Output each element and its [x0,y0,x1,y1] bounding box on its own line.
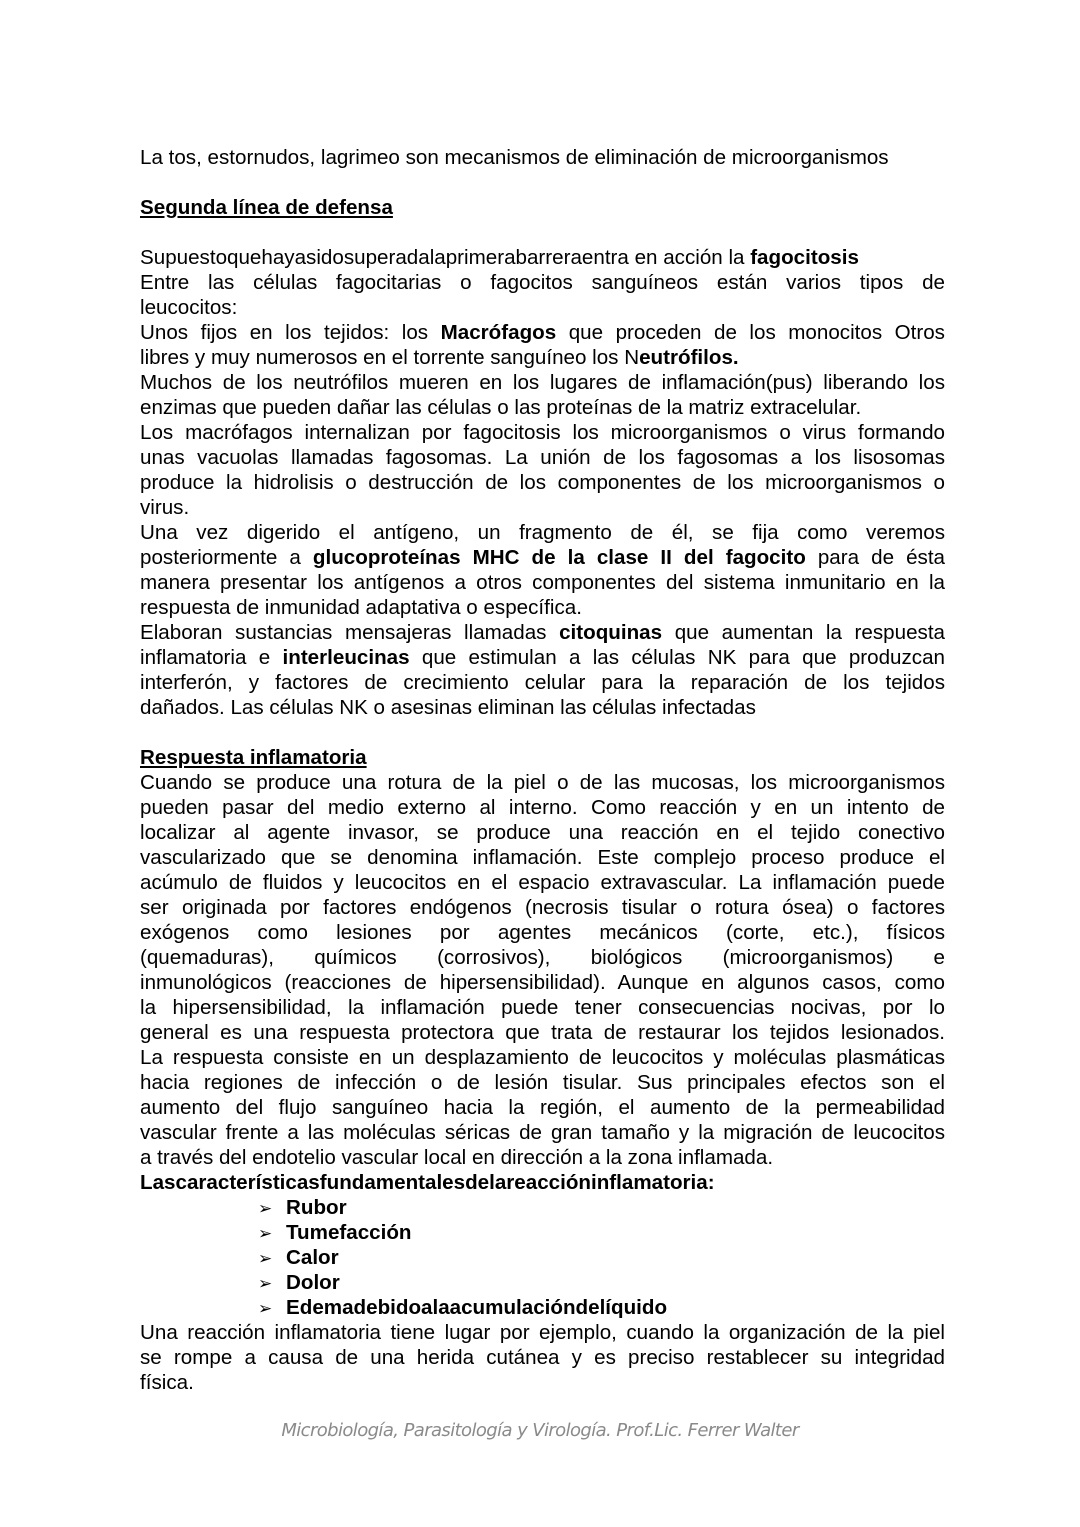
paragraph-line: interferón, y factores de crecimiento celular para la reparación de los tejidos [140,671,945,694]
intro-paragraph: La tos, estornudos, lagrimeo son mecanismos de eliminación de microorganismos [140,146,889,169]
paragraph-line: Elaboran sustancias mensajeras llamadas citoquinas que aumentan la respuesta [140,621,945,644]
paragraph-line: se rompe a causa de una herida cutánea y es preciso restablecer su integridad [140,1346,945,1369]
paragraph-line: Una reacción inflamatoria tiene lugar por ejemplo, cuando la organización de la piel [140,1321,945,1344]
paragraph-line: Una vez digerido el antígeno, un fragmento de él, se fija como veremos [140,521,945,544]
arrow-bullet-icon: ➢ [258,1249,273,1268]
paragraph-line: inmunológicos (reacciones de hipersensibilidad). Aunque en algunos casos, como [140,971,945,994]
paragraph-line: física. [140,1371,194,1394]
arrow-bullet-icon: ➢ [258,1224,273,1243]
document-body [140,145,945,1395]
paragraph-line: Unos fijos en los tejidos: los Macrófagos que proceden de los monocitos Otros [140,321,945,344]
paragraph-line: hacia regiones de infección o de lesión tisular. Sus principales efectos son el [140,1071,945,1094]
paragraph-line: respuesta de inmunidad adaptativa o específica. [140,596,582,619]
paragraph-line: localizar al agente invasor, se produce una reacción en el tejido conectivo [140,821,945,844]
paragraph-line: vascular frente a las moléculas séricas de gran tamaño y la migración de leucocitos [140,1121,945,1144]
paragraph-line: acúmulo de fluidos y leucocitos en el espacio extravascular. La inflamación puede [140,871,945,894]
paragraph-line: Los macrófagos internalizan por fagocitosis los microorganismos o virus formando [140,421,945,444]
arrow-bullet-icon: ➢ [258,1199,273,1218]
list-item: ➢ Rubor [258,1196,347,1219]
paragraph-line: a través del endotelio vascular local en dirección a la zona inflamada. [140,1146,774,1169]
arrow-bullet-icon: ➢ [258,1274,273,1293]
paragraph-line: posteriormente a glucoproteínas MHC de la clase II del fagocito para de ésta [140,546,945,569]
list-item: ➢ Dolor [258,1271,340,1294]
list-item: ➢ Tumefacción [258,1221,412,1244]
paragraph-line: ser originada por factores endógenos (necrosis tisular o rotura ósea) o factores [140,896,945,919]
list-item: ➢ Edemadebidoalaacumulacióndelíquido [258,1296,668,1319]
paragraph-line: Muchos de los neutrófilos mueren en los lugares de inflamación(pus) liberando los [140,371,945,394]
paragraph-line: la hipersensibilidad, la inflamación puede tener consecuencias nocivas, por lo [140,996,945,1019]
paragraph-line: La respuesta consiste en un desplazamiento de leucocitos y moléculas plasmáticas [140,1046,945,1069]
paragraph-line: vascularizado que se denomina inflamación. Este complejo proceso produce el [140,846,945,869]
paragraph-line: general es una respuesta protectora que trata de restaurar los tejidos lesionados. [140,1021,945,1044]
paragraph-line: virus. [140,496,190,519]
paragraph-line: dañados. Las células NK o asesinas eliminan las células infectadas [140,696,756,719]
paragraph-line: unas vacuolas llamadas fagosomas. La unión de los fagosomas a los lisosomas [140,446,945,469]
list-item: ➢ Calor [258,1246,339,1269]
characteristics-list [140,1195,945,1320]
section-heading-segunda-linea: Segunda línea de defensa [140,196,393,219]
section-heading-respuesta-inflamatoria: Respuesta inflamatoria [140,746,367,769]
paragraph-line: (quemaduras), químicos (corrosivos), biológicos (microorganismos) e [140,946,945,969]
paragraph-line: aumento del flujo sanguíneo hacia la región, el aumento de la permeabilidad [140,1096,945,1119]
paragraph-line: pueden pasar del medio externo al interno. Como reacción y en un intento de [140,796,945,819]
page-footer: Microbiología, Parasitología y Virología. Prof.Lic. Ferrer Walter [281,1420,799,1441]
paragraph-line: produce la hidrolisis o destrucción de los componentes de los microorganismos o [140,471,945,494]
paragraph-line: exógenos como lesiones por agentes mecánicos (corte, etc.), físicos [140,921,945,944]
paragraph-line: Entre las células fagocitarias o fagocitos sanguíneos están varios tipos de [140,271,945,294]
characteristics-title: Lascaracterísticasfundamentalesdelareaccióninflamatoria: [140,1171,715,1194]
paragraph-line: leucocitos: [140,296,238,319]
arrow-bullet-icon: ➢ [258,1299,273,1318]
paragraph-line: manera presentar los antígenos a otros componentes del sistema inmunitario en la [140,571,945,594]
paragraph-line: enzimas que pueden dañar las células o las proteínas de la matriz extracelular. [140,396,862,419]
paragraph-line: Supuestoquehayasidosuperadalaprimerabarreraentra en acción la fagocitosis [140,246,859,269]
paragraph-line: libres y muy numerosos en el torrente sanguíneo los Neutrófilos. [140,346,739,369]
paragraph-line: Cuando se produce una rotura de la piel o de las mucosas, los microorganismos [140,771,945,794]
paragraph-line: inflamatoria e interleucinas que estimulan a las células NK para que produzcan [140,646,945,669]
